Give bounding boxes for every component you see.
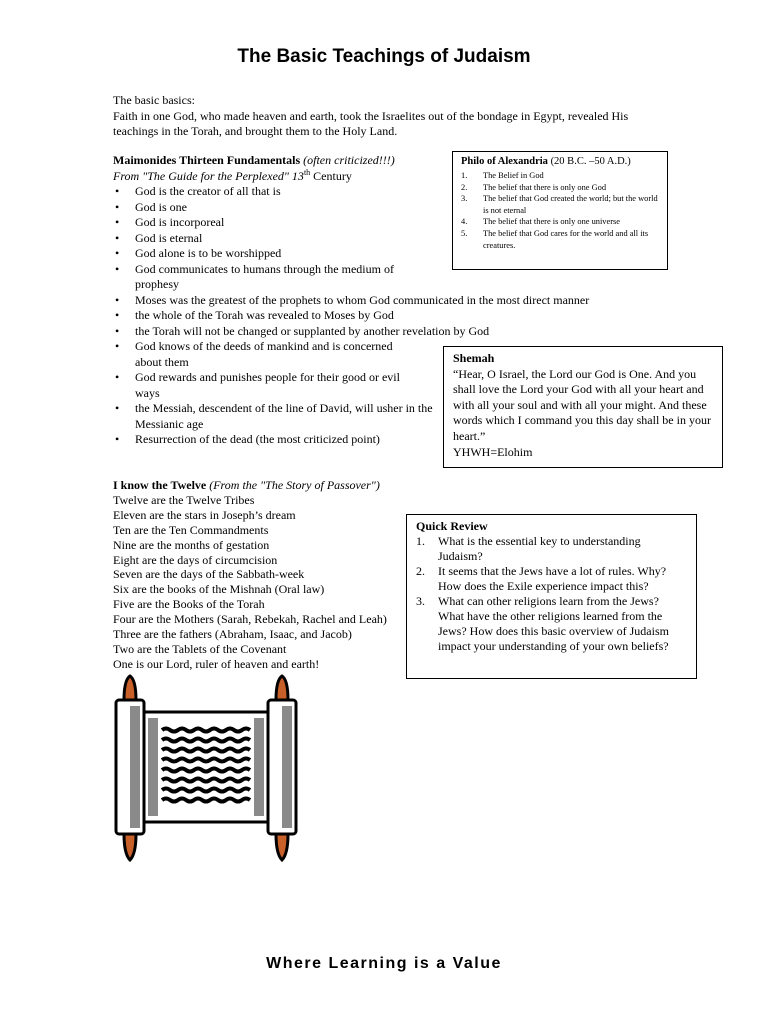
list-item: • the whole of the Torah was revealed to Moses by God [113,308,635,324]
philo-panel [452,151,668,270]
item-number: 3. [461,194,468,204]
list-item: • God rewards and punishes people for their good or evil ways [113,370,415,401]
list-item: • Resurrection of the dead (the most criticized point) [113,432,437,448]
twelve-heading [113,478,413,493]
twelve-line: Eleven are the stars in Joseph’s dream [113,507,296,522]
shemah-panel [443,346,723,468]
twelve-line: Three are the fathers (Abraham, Isaac, and Jacob) [113,627,352,642]
list-item [461,182,659,194]
review-heading: Quick Review [416,519,488,533]
list-item: • the Torah will not be changed or supplanted by another revelation by God [113,324,635,340]
twelve-line: Six are the books of the Mishnah (Oral law) [113,582,325,597]
list-item: • Moses was the greatest of the prophets to whom God communicated in the most direct manner [113,293,635,309]
intro-line: teachings in the Torah, and brought them to the Holy Land. [113,124,398,138]
source-text: From "The Guide for the Perplexed" 13 [113,168,304,183]
torah-scroll-icon [108,672,304,864]
twelve-note: (From the "The Story of Passover") [209,478,380,492]
source-superscript: th [303,167,311,177]
shemah-footer: YHWH=Elohim [453,444,533,459]
item-number: 1. [461,171,468,180]
twelve-line: Ten are the Ten Commandments [113,522,269,537]
philo-heading [461,155,659,168]
review-list [416,534,687,654]
review-panel [406,514,697,679]
item-text: The belief that there is only one God [483,182,607,192]
intro-line: Faith in one God, who made heaven and earth, took the Israelites out of the bondage in Egypt, revealed His [113,108,629,123]
item-number: 4. [461,217,468,227]
list-item [416,534,687,564]
list-item [461,216,659,228]
list-item: • God is the creator of all that is [113,184,425,200]
twelve-line: Eight are the days of circumcision [113,552,278,567]
list-item: • God alone is to be worshipped [113,246,425,262]
item-text: What is the essential key to understanding Judaism? [438,534,641,563]
twelve-line: One is our Lord, ruler of heaven and earth! [113,656,320,671]
twelve-line: Four are the Mothers (Sarah, Rebekah, Rachel and Leah) [113,612,387,627]
item-text: The belief that God created the world; but the world is not eternal [483,194,658,215]
item-number: 2. [461,182,468,192]
shemah-heading: Shemah [453,351,495,365]
twelve-line: Nine are the months of gestation [113,537,270,552]
page-title: The Basic Teachings of Judaism [237,46,531,67]
list-item: • the Messiah, descendent of the line of David, will usher in the Messianic age [113,401,437,432]
maimonides-title: Maimonides Thirteen Fundamentals [113,153,301,167]
list-item [416,564,687,594]
shemah-text: “Hear, O Israel, the Lord our God is One. And you shall love the Lord your God with all your heart and with all your soul and with all your might. And these words which I command you this day shall be in your heart.” [453,366,711,443]
list-item: • God is eternal [113,231,425,247]
twelve-section [113,478,413,672]
twelve-line: Seven are the days of the Sabbath-week [113,567,305,582]
item-text: What can other religions learn from the Jews? What have the other religions learned from the Jews? How does this basic overview of Judaism impact your understanding of your own beliefs? [438,594,669,653]
list-item: • God is one [113,200,425,216]
twelve-line: Five are the Books of the Torah [113,597,265,612]
philo-dates: (20 B.C. –50 A.D.) [550,156,631,167]
list-item: • God communicates to humans through the medium of prophesy [113,262,411,293]
twelve-line: Twelve are the Twelve Tribes [113,492,255,507]
list-item [461,170,659,182]
item-text: The Belief in God [483,171,544,180]
item-text: The belief that God cares for the world and all its creatures. [483,228,649,250]
list-item [461,228,659,251]
item-number: 3. [416,594,425,608]
list-item [416,594,687,654]
intro-heading: The basic basics: [113,93,195,107]
list-item: • God knows of the deeds of mankind and is concerned about them [113,339,415,370]
item-number: 2. [416,564,425,578]
list-item: • God is incorporeal [113,215,425,231]
intro-section [113,93,673,140]
item-number: 1. [416,534,425,548]
footer-tagline: Where Learning is a Value [266,955,502,972]
twelve-title: I know the Twelve [113,478,207,492]
source-century: Century [313,168,352,183]
list-item [461,193,659,216]
philo-list [461,170,659,251]
item-number: 5. [461,228,468,238]
item-text: The belief that there is only one universe [483,217,620,227]
item-text: It seems that the Jews have a lot of rules. Why? How does the Exile experience impact this? [438,564,667,593]
philo-title: Philo of Alexandria [461,156,548,167]
twelve-line: Two are the Tablets of the Covenant [113,641,287,656]
maimonides-note: (often criticized!!!) [303,153,395,167]
